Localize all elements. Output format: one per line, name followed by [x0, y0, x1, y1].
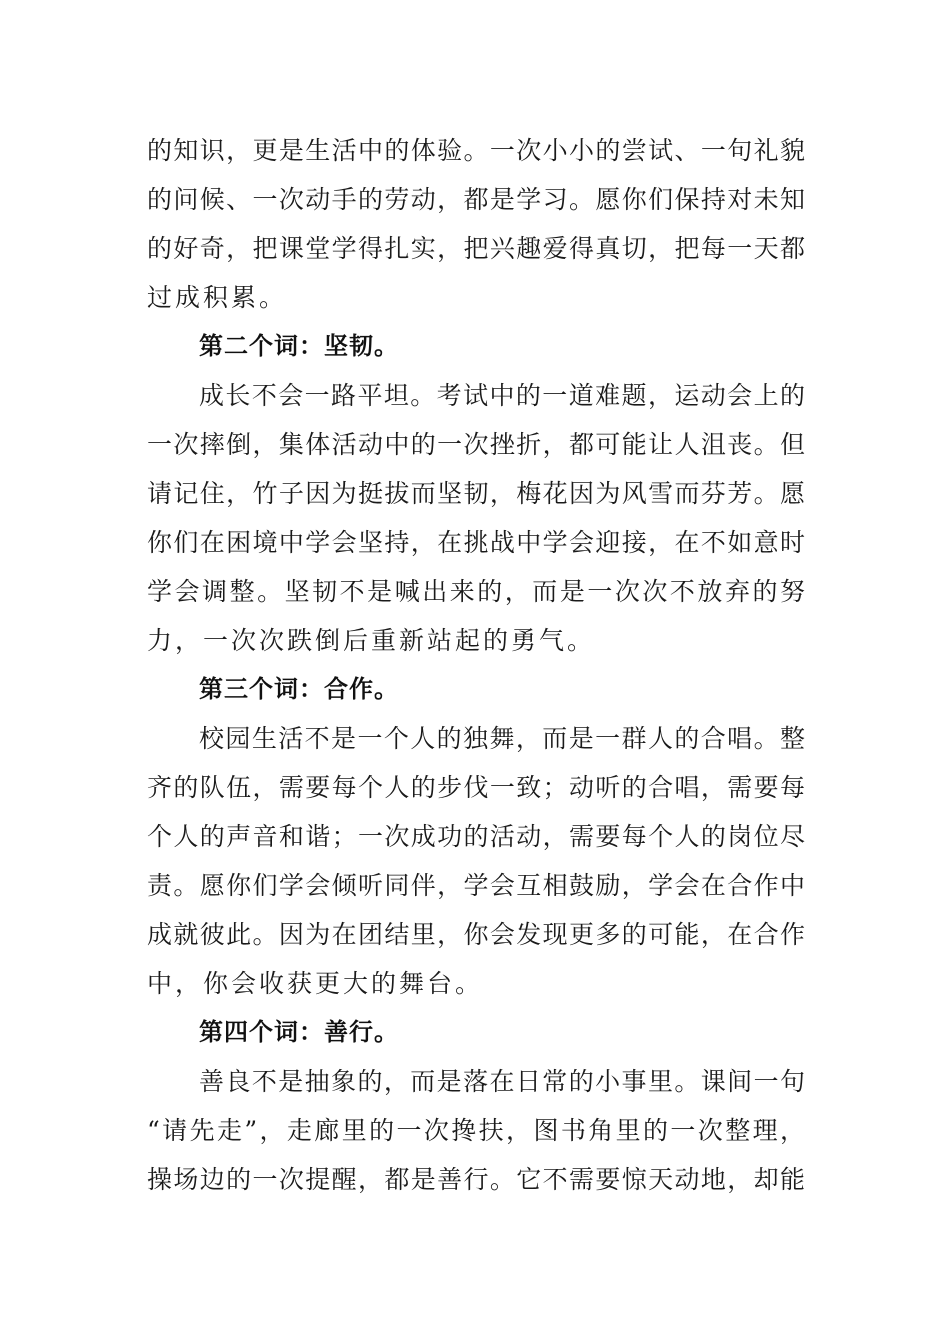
paragraph-section-2 [147, 371, 805, 665]
text-line: 成长不会一路平坦。考试中的一道难题，运动会上的 [199, 381, 805, 410]
text-line: “请先走”，走廊里的一次搀扶，图书角里的一次整理， [147, 1116, 805, 1145]
text-line: 操场边的一次提醒，都是善行。它不需要惊天动地，却能 [147, 1165, 805, 1194]
section-heading-4: 第四个词：善行。 [199, 1018, 399, 1046]
paragraph-section-3 [147, 714, 805, 1008]
text-line: 的知识，更是生活中的体验。一次小小的尝试、一句礼貌 [147, 136, 805, 165]
text-line: 善良不是抽象的，而是落在日常的小事里。课间一句 [199, 1067, 805, 1096]
section-heading-2: 第二个词：坚韧。 [199, 332, 399, 360]
section-heading-3: 第三个词：合作。 [199, 675, 399, 703]
text-line: 的好奇，把课堂学得扎实，把兴趣爱得真切，把每一天都 [147, 234, 805, 263]
text-line: 成就彼此。因为在团结里，你会发现更多的可能，在合作 [147, 920, 805, 949]
text-line: 的问候、一次动手的劳动，都是学习。愿你们保持对未知 [147, 185, 805, 214]
text-line: 你们在困境中学会坚持，在挑战中学会迎接，在不如意时 [147, 528, 805, 557]
text-line: 校园生活不是一个人的独舞，而是一群人的合唱。整 [199, 724, 805, 753]
paragraph-section-4 [147, 1057, 805, 1204]
text-line: 请记住，竹子因为挺拔而坚韧，梅花因为风雪而芬芳。愿 [147, 479, 805, 508]
text-line: 个人的声音和谐；一次成功的活动，需要每个人的岗位尽 [147, 822, 805, 851]
text-line: 齐的队伍，需要每个人的步伐一致；动听的合唱，需要每 [147, 773, 805, 802]
text-line: 学会调整。坚韧不是喊出来的，而是一次次不放弃的努 [147, 577, 805, 606]
text-line: 责。愿你们学会倾听同伴，学会互相鼓励，学会在合作中 [147, 871, 805, 900]
text-line: 一次摔倒，集体活动中的一次挫折，都可能让人沮丧。但 [147, 430, 805, 459]
text-line: 中，你会收获更大的舞台。 [147, 969, 484, 998]
text-line: 过成积累。 [147, 283, 288, 312]
text-line: 力，一次次跌倒后重新站起的勇气。 [147, 626, 596, 655]
paragraph-intro [147, 126, 805, 322]
document-body [147, 126, 805, 1204]
